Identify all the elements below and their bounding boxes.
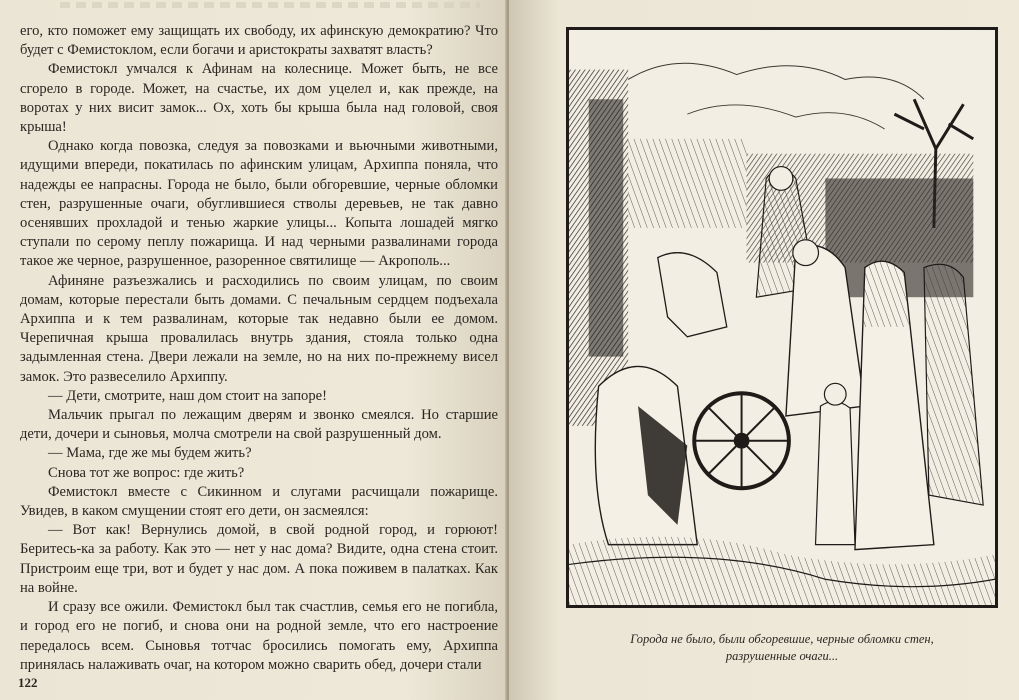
- paragraph: — Мама, где же мы будем жить?: [48, 445, 252, 462]
- body-text: [20, 22, 498, 675]
- paragraph: — Вот как! Вернулись домой, в свой родной город, и горюют! Беритесь-ка за работу. Как это — нет у нас дома? Видите, одна стена стоит. Пристроим еще три, вот и будет у нас дом. А пока поживем в палатках. Как на войне.: [20, 522, 498, 596]
- caption-line: Города не было, были обгоревшие, черные обломки стен,: [630, 632, 934, 646]
- paragraph: Снова тот же вопрос: где жить?: [48, 464, 245, 481]
- paragraph: Мальчик прыгал по лежащим дверям и звонко смеялся. Но старшие дети, дочери и сыновья, молча смотрели на свой разрушенный дом.: [20, 407, 498, 443]
- paragraph: И сразу все ожили. Фемистокл был так счастлив, семья его не погибла, и город его не погиб, и снова они на родной земле, что его настроение передалось всем. Сыновья тотчас бросились помогать ему, Архиппа принялась налаживать очаг, на котором можно сварить обед, дочери стали: [20, 599, 498, 673]
- paragraph: Фемистокл вместе с Сикинном и слугами расчищали пожарище. Увидев, в каком смущении стоят его дети, он засмеялся:: [20, 483, 498, 520]
- page-number: 122: [18, 675, 38, 690]
- paragraph: — Дети, смотрите, наш дом стоит на запоре!: [48, 387, 327, 404]
- illustration: [566, 27, 998, 608]
- paragraph: его, кто поможет ему защищать их свободу, их афинскую демократию? Что будет с Фемистоклом, если богачи и аристократы захватят власть?: [20, 23, 498, 59]
- left-page: [0, 0, 507, 700]
- bleed-through-text: [60, 2, 480, 8]
- paragraph: Однако когда повозка, следуя за повозками и вьючными животными, идущими впереди, покатилась по афинским улицам, Архиппа поняла, что надежды ее напрасны. Города не было, были обгоревшие, черные обломки стен, разрушенные очаги, обуглившиеся стволы деревьев, не так давно осенявших прохладой и тенью жаркие улицы... Копыта лошадей мягко ступали по серому пеплу пожарища. И над черными развалинами города такое же черное, разрушенное, разоренное святилище — Акрополь...: [20, 138, 498, 270]
- engraving-ruined-athens: [569, 30, 995, 605]
- paragraph: Афиняне разъезжались и расходились по своим улицам, по своим домам, которые перестали быть домами. С печальным сердцем подъехала Архиппа и к тем развалинам, которые так недавно были ее домом. Черепичная крыша провалилась внутрь здания, стояла только одна задымленная стена. Двери лежали на земле, но на них по-прежнему висел замок. Это развеселило Архиппу.: [20, 272, 498, 385]
- caption-line: разрушенные очаги...: [725, 649, 839, 663]
- paragraph: Фемистокл умчался к Афинам на колеснице. Может быть, не все сгорело в городе. Может, на счастье, их дом уцелел и, как прежде, на воротах у них висит замок... Ох, хоть бы крыша была над головой, своя крыша!: [20, 61, 498, 136]
- illustration-caption: [572, 631, 992, 665]
